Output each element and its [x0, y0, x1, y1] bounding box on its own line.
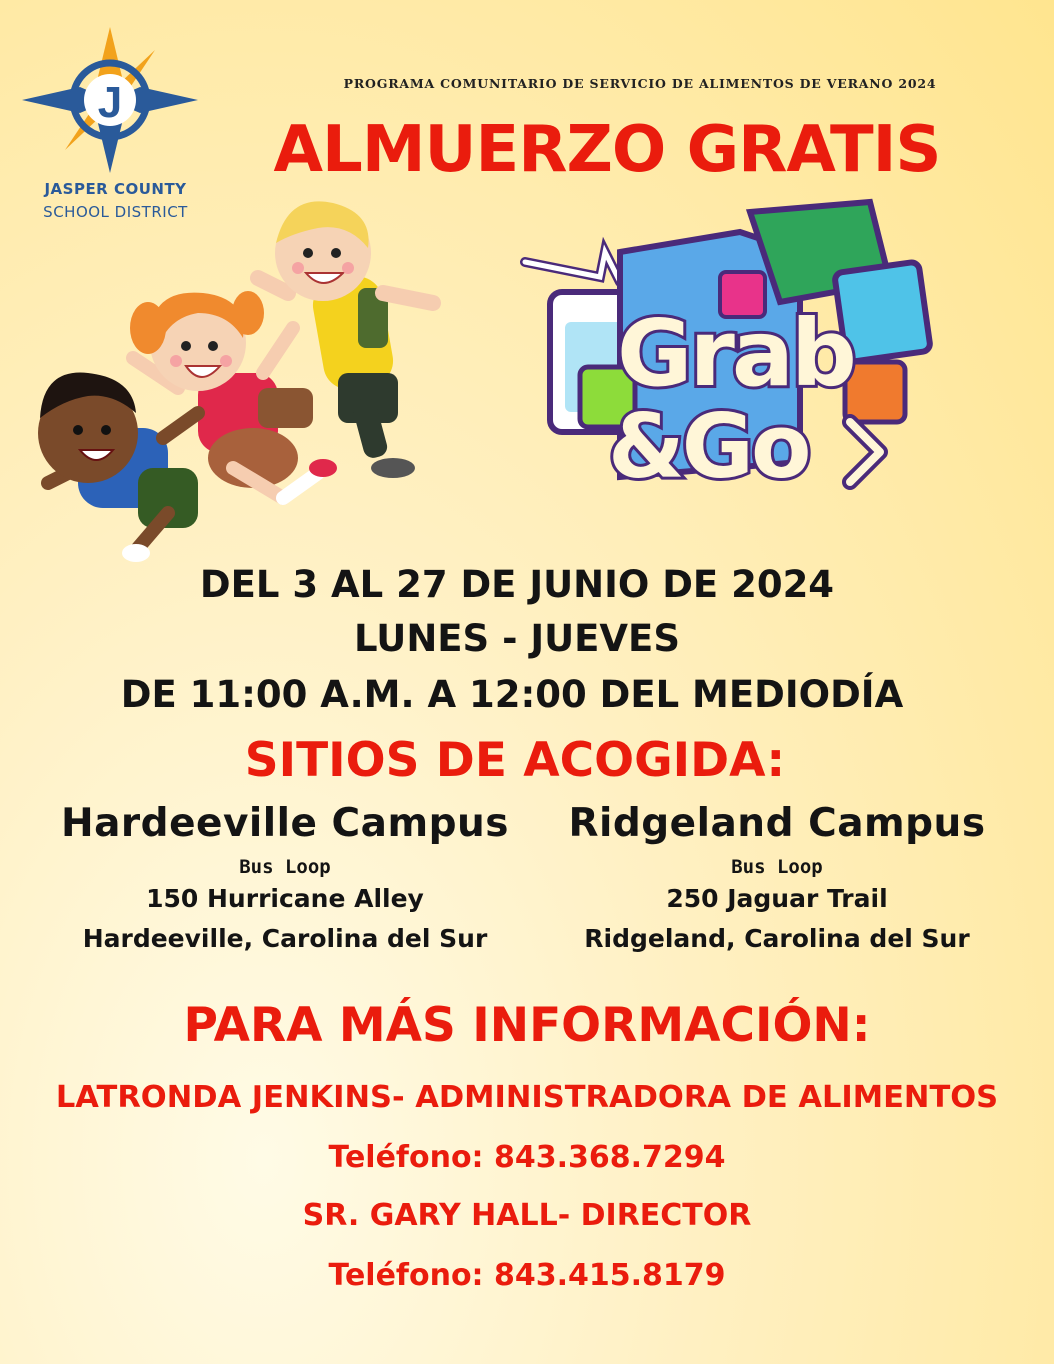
campus-name: Ridgeland Campus — [568, 801, 986, 846]
main-title: ALMUERZO GRATIS — [273, 113, 941, 187]
campus-loop: Bus Loop — [731, 856, 823, 878]
kids-illustration-icon — [18, 198, 458, 578]
campus-hardeeville — [25, 800, 545, 958]
go-word: &Go — [608, 395, 809, 498]
days-line: LUNES - JUEVES — [354, 617, 680, 660]
campus-city: Ridgeland, Carolina del Sur — [584, 924, 970, 953]
hours-line: DE 11:00 A.M. A 12:00 DEL MEDIODÍA — [120, 673, 904, 716]
dates-line: DEL 3 AL 27 DE JUNIO DE 2024 — [199, 563, 835, 606]
svg-text:J: J — [97, 78, 123, 127]
contact1-name: LATRONDA JENKINS- ADMINISTRADORA DE ALIMENTOS — [55, 1080, 999, 1115]
logo-text-line2: SCHOOL DISTRICT — [43, 203, 188, 221]
info-title: PARA MÁS INFORMACIÓN: — [183, 998, 871, 1053]
campus-loop: Bus Loop — [239, 856, 331, 878]
compass-j-logo-icon — [20, 25, 200, 175]
campus-city: Hardeeville, Carolina del Sur — [82, 924, 488, 953]
contact2-phone: Teléfono: 843.415.8179 — [328, 1258, 726, 1293]
district-logo — [20, 25, 200, 225]
campus-name: Hardeeville Campus — [60, 801, 510, 846]
logo-text-line1: JASPER COUNTY — [44, 180, 187, 198]
campus-ridgeland — [517, 800, 1037, 958]
sites-title: SITIOS DE ACOGIDA: — [244, 733, 786, 788]
campus-street: 150 Hurricane Alley — [146, 884, 424, 913]
contact1-phone: Teléfono: 843.368.7294 — [328, 1140, 726, 1175]
campus-street: 250 Jaguar Trail — [666, 884, 888, 913]
grab-word: Grab — [617, 300, 854, 407]
program-title: PROGRAMA COMUNITARIO DE SERVICIO DE ALIMENTOS DE VERANO 2024 — [343, 76, 937, 91]
contact2-name: SR. GARY HALL- DIRECTOR — [302, 1198, 752, 1233]
